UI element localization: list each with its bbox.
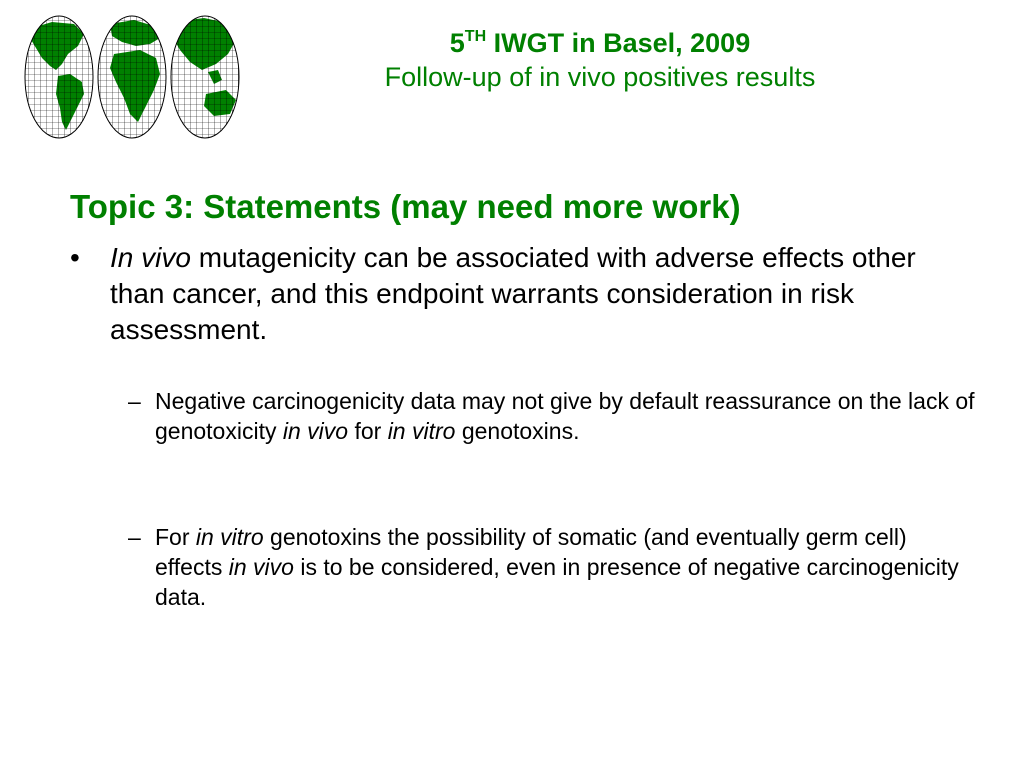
sub-point-part: For bbox=[155, 524, 196, 550]
sub-point-italic: in vivo bbox=[228, 554, 294, 580]
sub-point bbox=[128, 522, 978, 612]
sub-point-part: Negative carcinogenicity data may not give by default reassurance on the lack of genotoxicity bbox=[155, 388, 975, 444]
sub-point-marker: – bbox=[128, 524, 141, 550]
title-superscript: TH bbox=[464, 28, 487, 45]
sub-point-part: for bbox=[348, 418, 388, 444]
slide-title bbox=[300, 26, 900, 60]
sub-point-marker: – bbox=[128, 388, 141, 414]
sub-point-part: genotoxins the possibility of somatic (and eventually germ cell) effects bbox=[155, 524, 907, 580]
main-bullet bbox=[70, 240, 950, 348]
sub-point-italic: in vitro bbox=[387, 418, 456, 444]
world-map-logo bbox=[22, 14, 242, 140]
sub-point-part: genotoxins. bbox=[455, 418, 580, 444]
sub-point-part: is to be considered, even in presence of negative carcinogenicity data. bbox=[155, 554, 959, 610]
sub-point-italic: in vitro bbox=[195, 524, 264, 550]
sub-point-text bbox=[155, 522, 978, 612]
bullet-marker: • bbox=[70, 242, 80, 273]
topic-heading: Topic 3: Statements (may need more work) bbox=[70, 188, 741, 225]
title-number: 5 bbox=[449, 28, 465, 58]
slide-subtitle: Follow-up of in vivo positives results bbox=[384, 62, 816, 92]
slide-header bbox=[300, 26, 900, 94]
world-map-globe-gores-icon bbox=[22, 14, 242, 140]
sub-point-text bbox=[155, 386, 978, 446]
bullet-text bbox=[110, 240, 950, 348]
bullet-body: mutagenicity can be associated with adverse effects other than cancer, and this endpoint warrants consideration in risk assessment. bbox=[110, 242, 916, 345]
sub-point bbox=[128, 386, 978, 446]
sub-point-italic: in vivo bbox=[282, 418, 349, 444]
bullet-italic-lead: In vivo bbox=[110, 242, 191, 273]
title-rest: IWGT in Basel, 2009 bbox=[486, 28, 751, 58]
